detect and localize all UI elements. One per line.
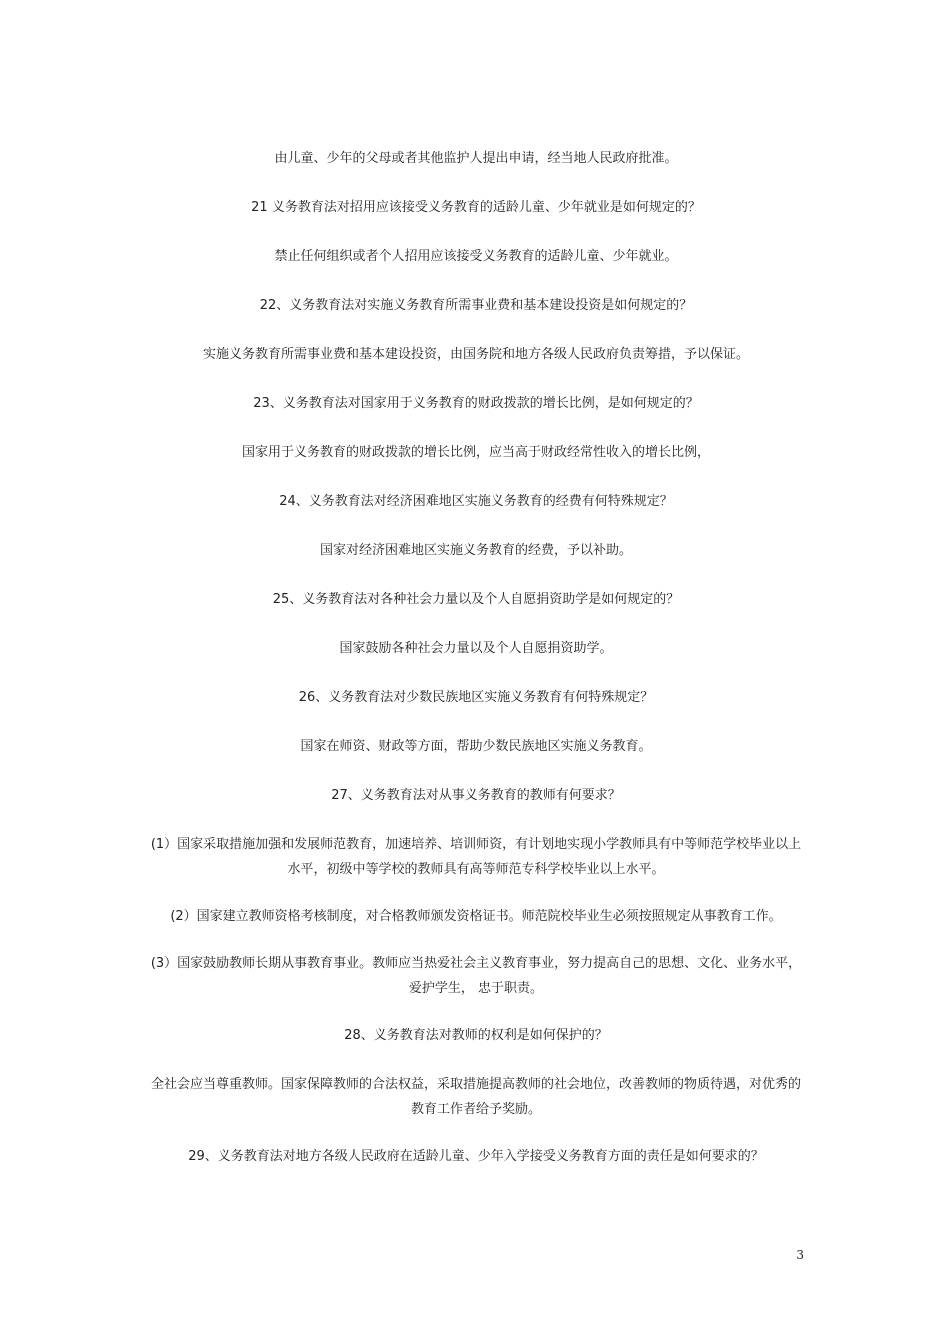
paragraph-answer-21: 禁止任何组织或者个人招用应该接受义务教育的适龄儿童、少年就业。 bbox=[274, 249, 678, 264]
paragraph-answer-28: 全社会应当尊重教师。国家保障教师的合法权益，采取措施提高教师的社会地位，改善教师的物质待遇，对优秀的教育工作者给予奖励。 bbox=[150, 1077, 801, 1117]
paragraph-answer-22: 实施义务教育所需事业费和基本建设投资，由国务院和地方各级人民政府负责筹措，予以保证。 bbox=[202, 347, 749, 362]
paragraph-question-22: 22、义务教育法对实施义务教育所需事业费和基本建设投资是如何规定的？ bbox=[259, 298, 693, 313]
paragraph-answer-26: 国家在师资、财政等方面，帮助少数民族地区实施义务教育。 bbox=[300, 739, 652, 754]
document-body bbox=[145, 146, 807, 1169]
paragraph-answer-27-item-2: (2）国家建立教师资格考核制度，对合格教师颁发资格证书。师范院校毕业生必须按照规定从事教育工作。 bbox=[170, 909, 782, 924]
paragraph-answer-23: 国家用于义务教育的财政拨款的增长比例，应当高于财政经常性收入的增长比例， bbox=[241, 445, 710, 460]
paragraph-question-26: 26、义务教育法对少数民族地区实施义务教育有何特殊规定？ bbox=[298, 690, 654, 705]
paragraph-question-24: 24、义务教育法对经济困难地区实施义务教育的经费有何特殊规定？ bbox=[279, 494, 673, 509]
paragraph-answer-20: 由儿童、少年的父母或者其他监护人提出申请，经当地人民政府批准。 bbox=[274, 151, 678, 166]
page-number: 3 bbox=[796, 1248, 804, 1262]
paragraph-answer-24: 国家对经济困难地区实施义务教育的经费，予以补助。 bbox=[319, 543, 632, 558]
paragraph-answer-27-item-1: (1）国家采取措施加强和发展师范教育，加速培养、培训师资，有计划地实现小学教师具有中等师范学校毕业以上水平，初级中等学校的教师具有高等师范专科学校毕业以上水平。 bbox=[150, 837, 802, 877]
paragraph-question-23: 23、义务教育法对国家用于义务教育的财政拨款的增长比例，是如何规定的？ bbox=[253, 396, 699, 411]
paragraph-question-21: 21 义务教育法对招用应该接受义务教育的适龄儿童、少年就业是如何规定的？ bbox=[251, 200, 701, 215]
paragraph-question-28: 28、义务教育法对教师的权利是如何保护的？ bbox=[344, 1028, 608, 1043]
paragraph-answer-25: 国家鼓励各种社会力量以及个人自愿捐资助学。 bbox=[339, 641, 613, 656]
paragraph-answer-27-item-3: (3）国家鼓励教师长期从事教育事业。教师应当热爱社会主义教育事业，努力提高自己的思想、文化、业务水平， 爱护学生， 忠于职责。 bbox=[150, 956, 802, 996]
paragraph-question-29: 29、义务教育法对地方各级人民政府在适龄儿童、少年入学接受义务教育方面的责任是如何要求的？ bbox=[188, 1149, 764, 1164]
paragraph-question-27: 27、义务教育法对从事义务教育的教师有何要求？ bbox=[331, 788, 621, 803]
paragraph-question-25: 25、义务教育法对各种社会力量以及个人自愿捐资助学是如何规定的？ bbox=[272, 592, 680, 607]
